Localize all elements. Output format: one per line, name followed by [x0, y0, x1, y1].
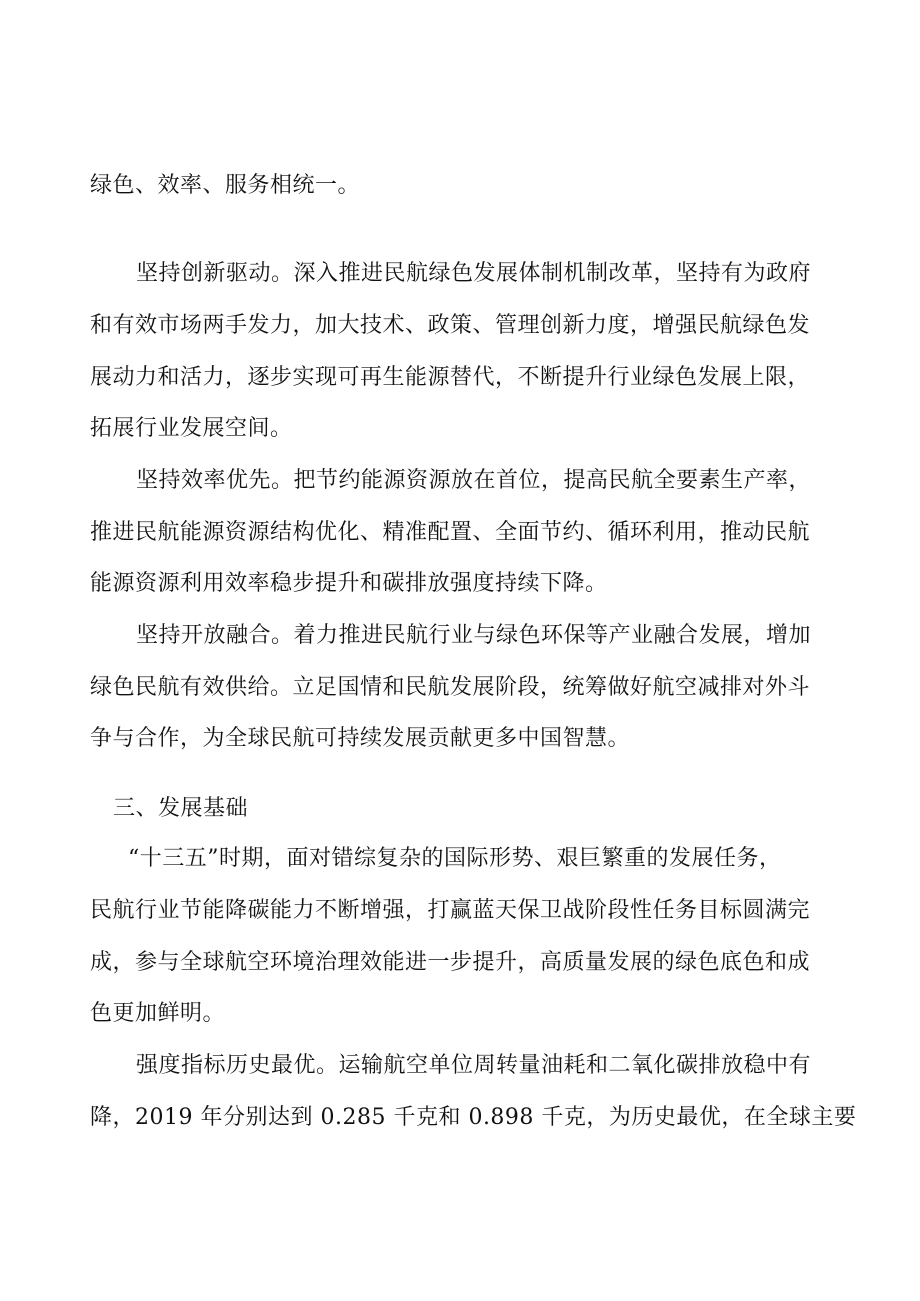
text-line: 降，2019 年分别达到 0.285 千克和 0.898 千克，为历史最优，在全球主要 — [90, 1105, 857, 1130]
text-line: 坚持开放融合。着力推进民航行业与绿色环保等产业融合发展，增加 — [136, 623, 812, 648]
text-line: 绿色、效率、服务相统一。 — [90, 173, 361, 198]
text-line: 争与合作，为全球民航可持续发展贡献更多中国智慧。 — [90, 726, 631, 751]
text-line: 推进民航能源资源结构优化、精准配置、全面节约、循环利用，推动民航 — [90, 520, 811, 545]
text-line: 绿色民航有效供给。立足国情和民航发展阶段，统筹做好航空减排对外斗 — [90, 675, 811, 700]
text-line: 展动力和活力，逐步实现可再生能源替代，不断提升行业绿色发展上限， — [90, 365, 811, 390]
text-line: 民航行业节能降碳能力不断增强，打赢蓝天保卫战阶段性任务目标圆满完 — [90, 898, 811, 923]
text-line: 坚持创新驱动。深入推进民航绿色发展体制机制改革，坚持有为政府 — [136, 261, 812, 286]
text-line: 成，参与全球航空环境治理效能进一步提升，高质量发展的绿色底色和成 — [90, 950, 811, 975]
text-line: “十三五”时期，面对错综复杂的国际形势、艰巨繁重的发展任务， — [128, 846, 782, 871]
section-heading: 三、发展基础 — [113, 796, 249, 821]
text-line: 色更加鲜明。 — [90, 1001, 226, 1026]
text-line: 能源资源利用效率稳步提升和碳排放强度持续下降。 — [90, 571, 608, 596]
text-line: 坚持效率优先。把节约能源资源放在首位，提高民航全要素生产率， — [136, 468, 812, 493]
text-line: 和有效市场两手发力，加大技术、政策、管理创新力度，增强民航绿色发 — [90, 313, 811, 338]
text-line: 强度指标历史最优。运输航空单位周转量油耗和二氧化碳排放稳中有 — [136, 1053, 812, 1078]
text-line: 拓展行业发展空间。 — [90, 416, 293, 441]
